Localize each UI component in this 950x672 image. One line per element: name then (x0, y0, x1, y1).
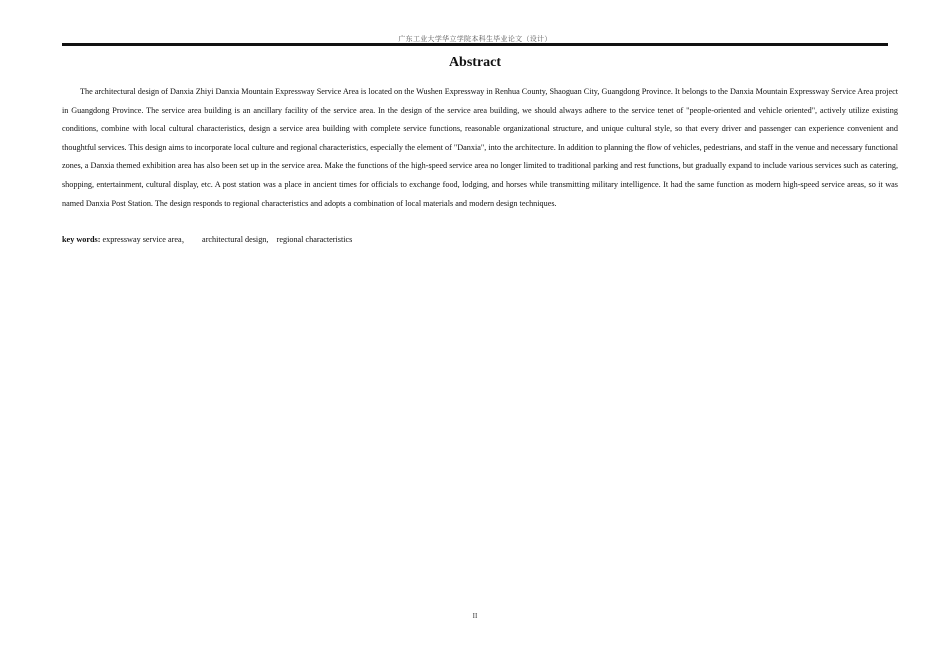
running-header: 广东工业大学华立学院本科生毕业论文（设计） (398, 35, 552, 43)
abstract-body: The architectural design of Danxia Zhiyi Danxia Mountain Expressway Service Area is located on the Wushen Expressway in Renhua County, Shaoguan City, Guangdong Province. It belongs to the Danxia Mountain Expressway Service Area project in Guangdong Province. The service area building is an ancillary facility of the service area. In the design of the service area building, we should always adhere to the service tenet of "people-oriented and vehicle oriented", actively utilize existing conditions, combine with local cultural characteristics, design a service area building with complete service functions, reasonable organizational structure, and unique cultural style, so that every driver and passenger can experience convenient and thoughtful services. This design aims to incorporate local culture and regional characteristics, especially the element of "Danxia", into the architecture. In addition to planning the flow of vehicles, pedestrians, and staff in the venue and necessary functional zones, a Danxia themed exhibition area has also been set up in the service area. Make the functions of the high-speed service area no longer limited to traditional parking and rest functions, but gradually expand to include various services such as catering, shopping, entertainment, cultural display, etc. A post station was a place in ancient times for officials to exchange food, lodging, and horses while transmitting military intelligence. It had the same function as modern high-speed service areas, so it was named Danxia Post Station. The design responds to regional characteristics and adopts a combination of local materials and modern design techniques. (62, 87, 898, 208)
keywords-label: key words: (62, 235, 101, 244)
keywords-line (62, 233, 888, 247)
keywords-text: expressway service area， architectural design, regional characteristics (100, 235, 353, 244)
page-number: II (472, 612, 478, 620)
abstract-title: Abstract (448, 55, 502, 70)
header-rule (62, 43, 888, 46)
